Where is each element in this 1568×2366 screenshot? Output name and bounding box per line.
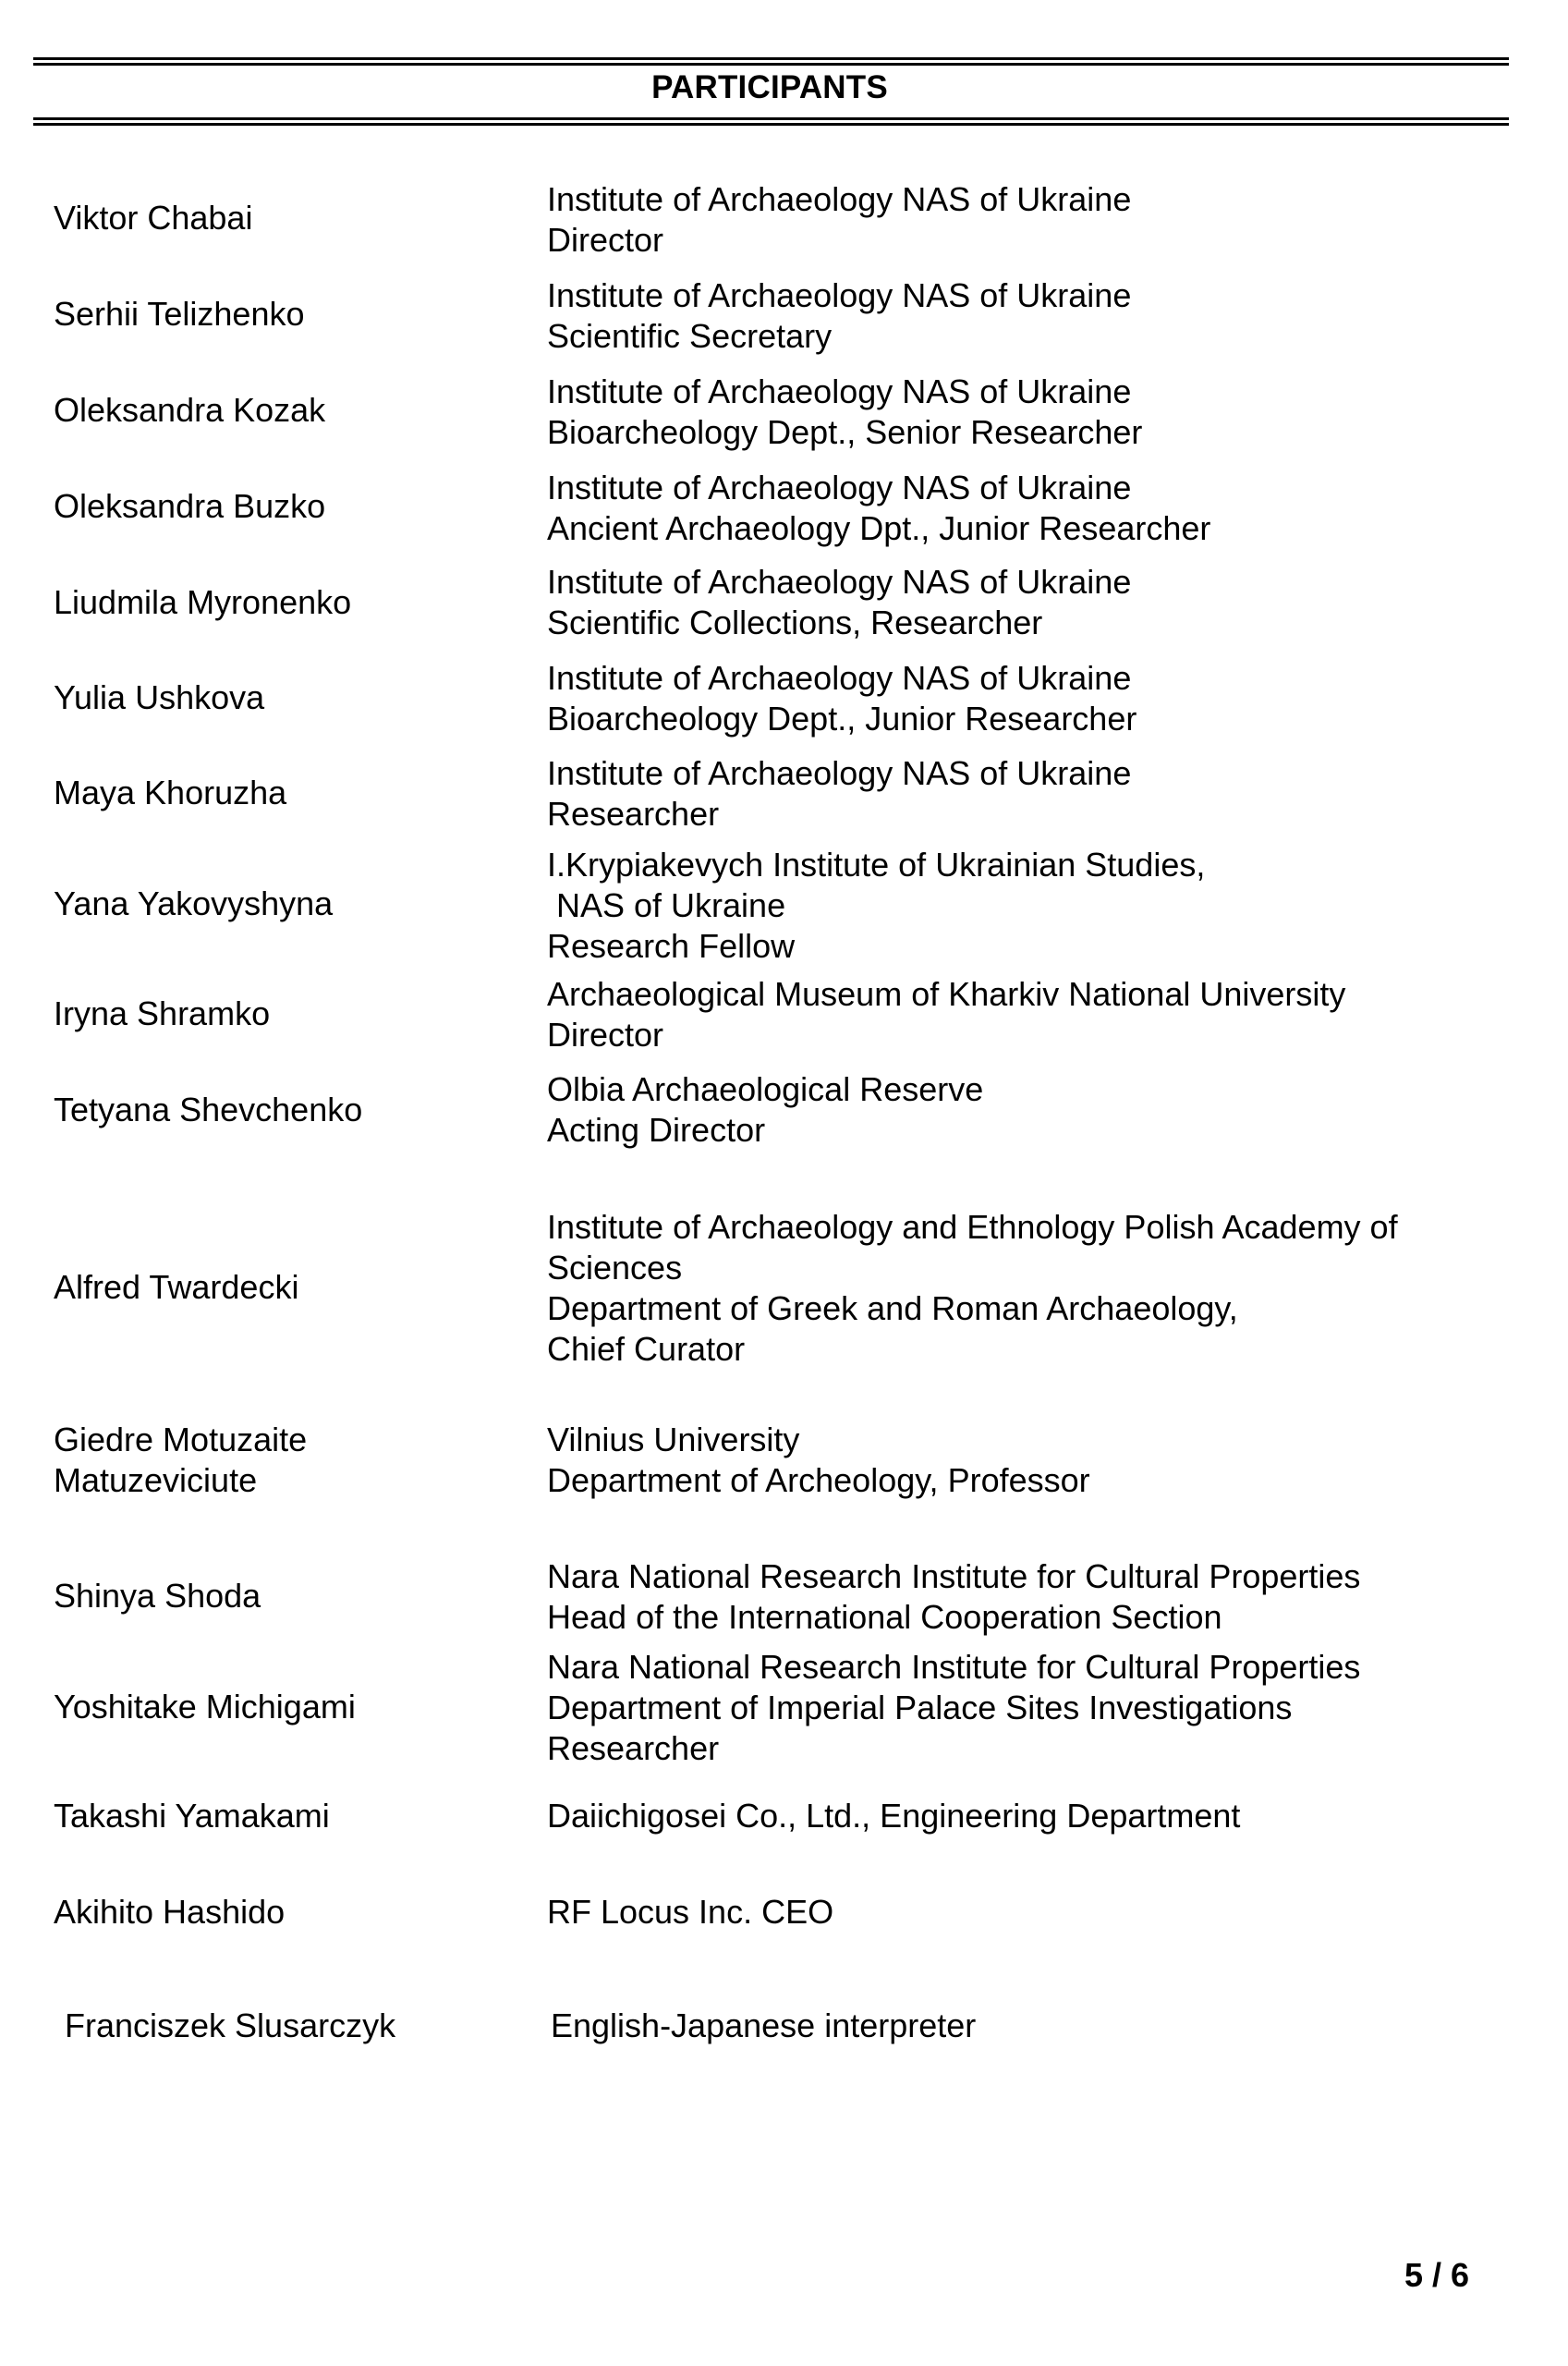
participant-affiliation: [547, 974, 1345, 1055]
affiliation-line: Bioarcheology Dept., Senior Researcher: [547, 413, 1143, 451]
participant-name-line: Viktor Chabai: [54, 199, 253, 237]
affiliation-line: Department of Greek and Roman Archaeology,: [547, 1289, 1238, 1327]
participant-affiliation: [547, 1556, 1360, 1638]
participant-name: [54, 1687, 356, 1727]
participant-name-line: Serhii Telizhenko: [54, 295, 305, 333]
participant-name: [54, 773, 286, 813]
participant-name-line: Alfred Twardecki: [54, 1268, 299, 1306]
affiliation-line: Acting Director: [547, 1111, 766, 1149]
participant-name-line: Yana Yakovyshyna: [54, 884, 334, 922]
affiliation-line: Ancient Archaeology Dpt., Junior Researcher: [547, 509, 1211, 547]
affiliation-line: Institute of Archaeology NAS of Ukraine: [547, 563, 1132, 601]
affiliation-line: Head of the International Cooperation Section: [547, 1598, 1222, 1636]
participant-name-line: Tetyana Shevchenko: [54, 1091, 363, 1128]
participant-name: [54, 486, 325, 527]
participant-name: [54, 1267, 298, 1308]
participant-name: [54, 994, 270, 1034]
participant-affiliation: [547, 1420, 1090, 1501]
participant-name: [54, 1420, 307, 1501]
participant-name: [54, 390, 325, 431]
affiliation-line: I.Krypiakevych Institute of Ukrainian Studies,: [547, 846, 1206, 884]
participant-name-line: Oleksandra Kozak: [54, 391, 326, 429]
affiliation-line: Nara National Research Institute for Cultural Properties: [547, 1648, 1361, 1686]
participant-name-line: Franciszek Slusarczyk: [65, 2006, 396, 2044]
header-rule-top-1: [33, 57, 1509, 60]
participant-name-line: Giedre Motuzaite: [54, 1421, 308, 1458]
affiliation-line: Department of Imperial Palace Sites Investigations: [547, 1689, 1293, 1726]
participant-name-line: Akihito Hashido: [54, 1893, 286, 1931]
page-number: 5 / 6: [1404, 2256, 1470, 2294]
participant-affiliation: [547, 753, 1131, 835]
participant-name-line: Yulia Ushkova: [54, 678, 265, 716]
participant-name-line: Takashi Yamakami: [54, 1797, 330, 1835]
affiliation-line: Archaeological Museum of Kharkiv National University: [547, 975, 1346, 1013]
participant-name: [54, 294, 305, 335]
affiliation-line: Vilnius University: [547, 1421, 800, 1458]
participant-affiliation: [547, 562, 1131, 643]
header-rule-bottom-2: [33, 123, 1509, 126]
participant-affiliation: [547, 1892, 833, 1933]
affiliation-line: Researcher: [547, 795, 720, 833]
affiliation-line: Institute of Archaeology NAS of Ukraine: [547, 659, 1132, 697]
participant-name: [54, 1090, 362, 1130]
affiliation-line: Sciences: [547, 1249, 683, 1287]
affiliation-line: Institute of Archaeology NAS of Ukraine: [547, 469, 1132, 506]
participant-name: [54, 1892, 285, 1933]
affiliation-line: Director: [547, 221, 664, 259]
affiliation-line: English-Japanese interpreter: [551, 2006, 977, 2044]
affiliation-line: Institute of Archaeology NAS of Ukraine: [547, 372, 1132, 410]
page-title: PARTICIPANTS: [651, 69, 888, 105]
participant-name-line: Yoshitake Michigami: [54, 1688, 356, 1726]
participant-name: [54, 198, 252, 238]
participant-name-line: Maya Khoruzha: [54, 774, 287, 811]
affiliation-line: Institute of Archaeology NAS of Ukraine: [547, 754, 1132, 792]
participant-affiliation: [547, 1207, 1398, 1370]
participant-affiliation: [547, 468, 1210, 549]
participant-affiliation: [547, 1796, 1240, 1836]
header-rule-bottom-1: [33, 117, 1509, 120]
participant-name: [54, 582, 351, 623]
affiliation-line: Scientific Secretary: [547, 317, 833, 355]
affiliation-line: Institute of Archaeology NAS of Ukraine: [547, 276, 1132, 314]
participant-affiliation: [547, 1069, 983, 1151]
participant-affiliation: [547, 372, 1142, 453]
affiliation-line: Director: [547, 1016, 664, 1054]
affiliation-line: Daiichigosei Co., Ltd., Engineering Department: [547, 1797, 1241, 1835]
participant-name-line: Liudmila Myronenko: [54, 583, 352, 621]
affiliation-line: RF Locus Inc. CEO: [547, 1893, 834, 1931]
affiliation-line: Chief Curator: [547, 1330, 746, 1368]
affiliation-line: Scientific Collections, Researcher: [547, 604, 1043, 641]
affiliation-line: Nara National Research Institute for Cultural Properties: [547, 1557, 1361, 1595]
affiliation-line: Bioarcheology Dept., Junior Researcher: [547, 700, 1137, 738]
affiliation-line: NAS of Ukraine: [547, 886, 786, 924]
participant-affiliation: [547, 275, 1131, 357]
participant-name-line: Matuzeviciute: [54, 1461, 258, 1499]
participant-name-line: Shinya Shoda: [54, 1577, 261, 1615]
participant-name-line: Oleksandra Buzko: [54, 487, 326, 525]
participant-affiliation: [547, 658, 1136, 739]
affiliation-line: Department of Archeology, Professor: [547, 1461, 1090, 1499]
participant-affiliation: [551, 2006, 976, 2046]
participant-affiliation: [547, 179, 1131, 261]
affiliation-line: Researcher: [547, 1729, 720, 1767]
participant-affiliation: [547, 1647, 1360, 1769]
participant-affiliation: [547, 845, 1205, 967]
affiliation-line: Institute of Archaeology NAS of Ukraine: [547, 180, 1132, 218]
participant-name: [54, 1796, 330, 1836]
participant-name: [54, 884, 333, 924]
participant-name-line: Iryna Shramko: [54, 994, 271, 1032]
participant-name: [54, 677, 264, 718]
affiliation-line: Institute of Archaeology and Ethnology Polish Academy of: [547, 1208, 1398, 1246]
participant-name: [65, 2006, 395, 2046]
header-rule-top-2: [33, 63, 1509, 66]
affiliation-line: Research Fellow: [547, 927, 796, 965]
affiliation-line: Olbia Archaeological Reserve: [547, 1070, 984, 1108]
participant-name: [54, 1576, 261, 1616]
